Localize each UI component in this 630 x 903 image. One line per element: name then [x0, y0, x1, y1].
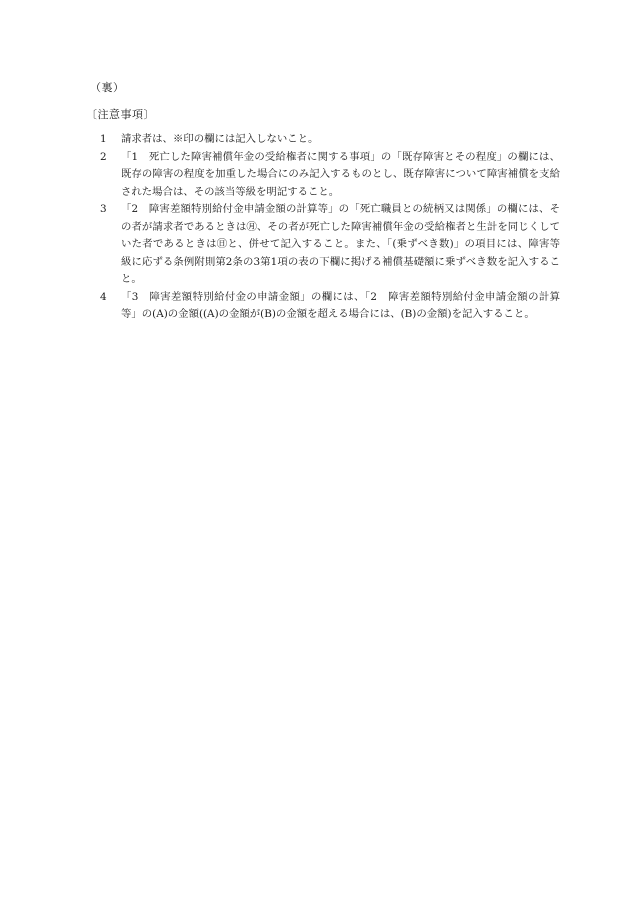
- note-item: [100, 131, 560, 149]
- note-text: 「1 死亡した障害補償年金の受給権者に関する事項」の「既存障害とその程度」の欄には、既存の障害の程度を加重した場合にのみ記入するものとし、既存障害について障害補償を支給された場合は、その該当等級を明記すること。: [121, 150, 560, 198]
- page-side-label: （裏）: [90, 81, 125, 94]
- note-number: 2: [100, 150, 107, 163]
- note-text: 請求者は、※印の欄には記入しないこと。: [121, 133, 319, 145]
- note-item: [100, 149, 560, 202]
- note-number: 3: [100, 203, 107, 215]
- section-title: 〔注意事項〕: [86, 108, 155, 121]
- note-item: [100, 289, 560, 324]
- note-number: 1: [100, 133, 107, 145]
- note-text: 「3 障害差額特別給付金の申請金額」の欄には、「2 障害差額特別給付金申請金額の計算等」の(A)の金額((A)の金額が(B)の金額を超える場合には、(B)の金額)を記入すること。: [121, 290, 560, 320]
- note-text: 「2 障害差額特別給付金申請金額の計算等」の「死亡職員との続柄又は関係」の欄には、その者が請求者であるときは㊊、その者が死亡した障害補償年金の受給権者と生計を同じくしていた者であるときは㊐と、併せて記入すること。また、「(乗ずべき数)」の項目には、障害等級に応ずる条例附則第2条の3第1項の表の下欄に掲げる補償基礎額に乗ずべき数を記入すること。: [121, 203, 560, 285]
- note-number: 4: [100, 290, 107, 303]
- notes-list: [100, 131, 560, 324]
- note-item: [100, 201, 560, 289]
